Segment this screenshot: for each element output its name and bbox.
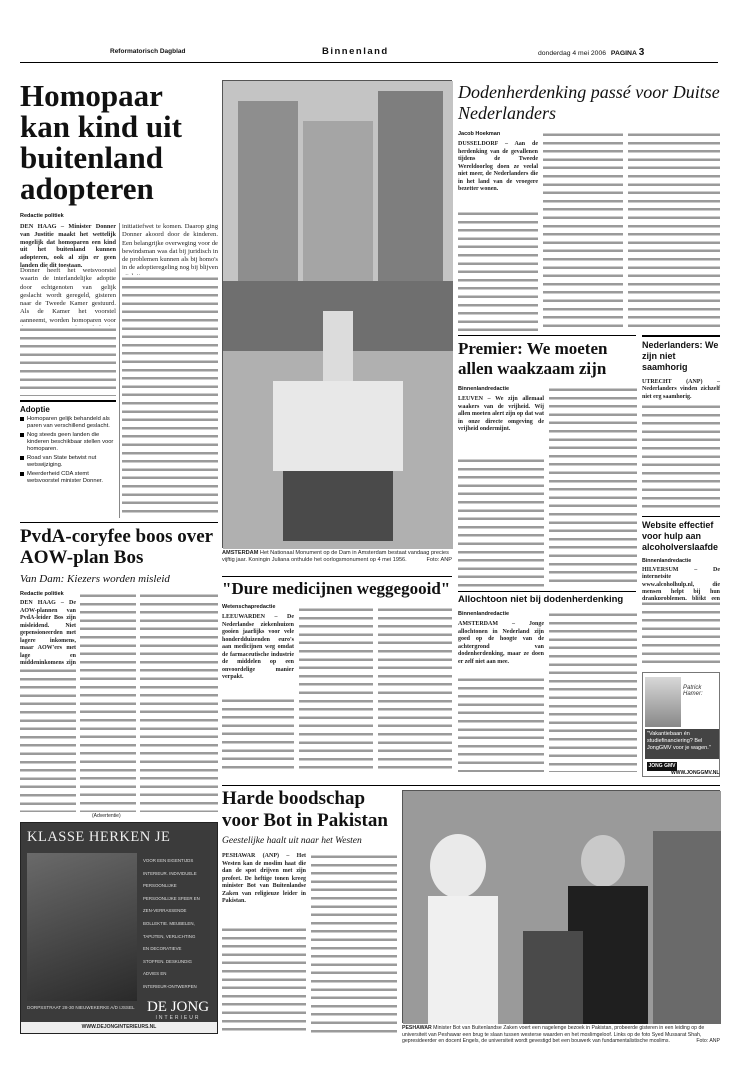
- promo-ad-quote: "Vakantiebaan én studiefinanciering? Bel JongGMV voor je wagen.": [645, 729, 719, 759]
- ad-left-brand: DE JONG: [146, 999, 210, 1015]
- main-photo-credit: Foto: ANP: [426, 557, 452, 563]
- story4-lead: LEUVEN – We zijn allemaal waakers van de vrijheid. Wij allen moeten alert zijn op dat wat in onze directe omgeving de vrijheid ondermijnt.: [458, 396, 544, 432]
- sidebar2-text: [642, 600, 720, 668]
- sidebar1-text: [642, 403, 720, 511]
- story1-box-item: [20, 416, 116, 430]
- promo-ad-person-photo: [645, 677, 681, 727]
- story3-lead: DUSSELDORF – Aan de herdenking van de gevallenen tijdens de Tweede Wereldoorlog doen ze veelal niet meer, de Nederlanders die in het land van de vroegere bezetter wonen.: [458, 141, 538, 192]
- story3-headline: Dodenherdenking passé voor Duitse Nederlanders: [458, 82, 720, 123]
- story6-col1-text: [458, 676, 544, 772]
- story4-col2-text: [549, 386, 637, 587]
- sidebar1-lead: UTRECHT (ANP) – Nederlanders vinden zichzelf niet erg saamhorig.: [642, 379, 720, 400]
- promo-ad-name: Patrick Hamer:: [683, 685, 703, 697]
- bot-photo: [402, 790, 720, 1023]
- story1-para1: Donner heeft het wetsvoorstel waarin de interlandelijke adoptie door echtgenoten van gelijk geslacht wordt geregeld, gisteren naar de Tweede Kamer gestuurd. Als de Kamer het voorstel aanneemt, worden homoparen voor: [20, 267, 116, 324]
- header-page-label: PAGINA: [610, 50, 637, 57]
- story7-col2-text: [311, 853, 397, 1036]
- story1-box-title: Adoptie: [20, 405, 50, 414]
- ad-left-item: INTERIEUR. INDIVIDUELE: [143, 870, 197, 876]
- ad-left-item: VOOR EEN EIGENTIJDS: [143, 858, 194, 863]
- sidebar2-lead: HILVERSUM – De internetsite www.alcoholhulp.nl, die mensen helpt bij hun: [642, 567, 720, 595]
- story1-box-item: [20, 432, 116, 453]
- sidebar1-headline: Nederlanders: We zijn niet saamhorig: [642, 340, 719, 372]
- story1-box-item: [20, 455, 116, 469]
- story6-byline: Binnenlandredactie: [458, 611, 510, 617]
- header-section: Binnenland: [322, 46, 389, 57]
- ad-left-item: BOLLEKTIE. MEUBELEN,: [143, 920, 195, 926]
- ad-left-item: PERSOONLIJKE SFEER EN: [143, 895, 200, 901]
- promo-ad[interactable]: [642, 672, 720, 777]
- story1-lead: DEN HAAG – Minister Donner van Justitie maakt het wettelijk mogelijk dat homoparen een kind uit het buitenland kunnen adopteren, ook al zijn er geen landen die dit toestaan.: [20, 223, 116, 269]
- ad-left-item: ADVIES EN: [143, 971, 167, 977]
- story2-col3-text: [140, 592, 218, 812]
- divider: [458, 591, 636, 592]
- divider: [20, 522, 218, 523]
- bot-photo-caption: [402, 1025, 720, 1053]
- ad-left-item: ZEN-VERRASSENDE: [143, 908, 187, 914]
- ad-left-item: STOFFEN. DESKUNDIG: [143, 958, 192, 964]
- ad-left-item: EN DECORATIEVE: [143, 946, 182, 952]
- story5-col2-text: [299, 606, 373, 771]
- story3-byline: Jacob Hoekman: [458, 131, 501, 137]
- story1-col2-text: [122, 275, 218, 517]
- header-date: [538, 47, 718, 58]
- bot-photo-caption-text: Minister Bot van Buitenlandse Zaken voert een nagelenge bezoek in Pakistan, probeerde gisteren in een leiding op de universiteit van Peshawar een brug te slaan tussen westerse waarden en het moslimgeloof. Links op de foto Syed Mussarat Shah, gepresideerder en docent Engels, de universiteit wordt gevestigd bet een bouwerk van fundamentalistische moslims.: [402, 1025, 705, 1044]
- divider: [458, 335, 636, 336]
- story6-headline: Allochtoon niet bij dodenherdenking: [458, 594, 624, 605]
- ad-left-item: PERSOONLIJKE: [143, 883, 177, 889]
- divider: [119, 223, 120, 518]
- story2-lead: DEN HAAG – De AOW-plannen van PvdA-leider Bos zijn misleidend. Niet gepensioneerden met lagere inkomens, maar AOW'ers met lage en middeninkomens zijn: [20, 600, 76, 666]
- story7-headline: Harde boodschap voor Bot in Pakistan: [222, 788, 388, 831]
- story1-headline: Homopaar kan kind uit buitenland adopteren: [20, 78, 182, 206]
- story5-lead: LEEUWARDEN – De Nederlandse ziekenhuizen gooien jaarlijks voor vele honderdduizenden euro's aan medicijnen weg omdat de farmaceutische industrie de middelen op een onvoordelige manier verpakt.: [222, 614, 294, 680]
- main-photo-caption-text: Het Nationaal Monument op de Dam in Amsterdam bestaat vandaag precies vijftig jaar. Koningin Juliana onthulde het oorlogsmonument op 4 mei 1956.: [222, 550, 449, 563]
- story1-box-item: [20, 471, 116, 485]
- ad-left-item: TAPIJTEN, VERLICHTING: [143, 933, 196, 939]
- story4-headline: Premier: We moeten allen waakzaam zijn: [458, 339, 608, 378]
- main-photo-caption-label: AMSTERDAM: [222, 550, 259, 556]
- story1-col1-text: [20, 326, 116, 396]
- story1-byline: Redactie politiek: [20, 213, 64, 219]
- ad-left-address: DORPSSTRAAT 28-30 NIEUWEKERKE A/D IJSSEL: [27, 1005, 135, 1010]
- story2-headline: PvdA-coryfee boos over AOW-plan Bos: [20, 526, 213, 568]
- story3-col2-text: [543, 131, 623, 332]
- promo-ad-url[interactable]: WWW.JONGGMV.NL: [671, 770, 720, 776]
- divider: [222, 785, 720, 786]
- bot-photo-illustration: [403, 791, 721, 1024]
- header-rule: [20, 62, 718, 63]
- story2-col1-text: [20, 667, 76, 812]
- header-left: Reformatorisch Dagblad: [110, 48, 186, 55]
- story1-box-item-text: Meerderheid CDA stemt wetsvoorstel minister Donner.: [27, 471, 104, 484]
- ad-left-item: INTERIEUR-ONTWERPEN: [143, 983, 197, 989]
- ad-left-url[interactable]: WWW.DEJONGINTERIEURS.NL: [21, 1022, 217, 1033]
- story1-box-item-text: Nog steeds geen landen die kinderen beschikbaar stellen voor homoparen.: [27, 432, 114, 452]
- story1-fact-box: [20, 400, 116, 520]
- divider: [222, 576, 452, 577]
- story2-subhead: Van Dam: Kiezers worden misleid: [20, 573, 170, 585]
- story4-col1-text: [458, 457, 544, 587]
- divider: [642, 516, 720, 517]
- main-photo-caption: [222, 550, 452, 572]
- ad-left[interactable]: [20, 822, 218, 1034]
- bot-photo-credit: Foto: ANP: [696, 1038, 720, 1044]
- story4-byline: Binnenlandredactie: [458, 386, 510, 392]
- story1-col2-para: initiatiefwet te komen. Daarop ging Donner akoord door de kinderen. Een belangrijke overweging voor de bewindsman was dat bij juridisch in de problemen kunnen als bij homo's in de adoptieregeling nog bij blijven: [122, 223, 218, 272]
- ad-left-brand-sub: INTERIEUR: [155, 1015, 201, 1021]
- story6-col2-text: [549, 611, 637, 772]
- story2-col2-text: [80, 592, 136, 812]
- sidebar2-headline: Website effectief voor hulp aan alcoholverslaafde: [642, 520, 719, 552]
- story7-lead: PESHAWAR (ANP) – Het Westen kan de moslim haat die dan de spot drijven met zijn profeet. De heftige tonen kreeg minister Bot van Buitenlandse Zaken van religieuze leider in Pakistan.: [222, 853, 306, 904]
- story3-col1-text: [458, 210, 538, 332]
- promo-ad-brand: JONG GMV: [648, 763, 676, 769]
- story6-lead: AMSTERDAM – Jonge allochtonen in Nederland zijn goed op de hoogte van de achtergrond van dodenherdenking, maar ze doen er zelf niet aan mee.: [458, 621, 544, 665]
- story7-subhead: Geestelijke haalt uit naar het Westen: [222, 836, 362, 846]
- ad-left-tag: (Advertentie): [92, 813, 121, 819]
- ad-left-photo: [27, 853, 137, 1001]
- story2-byline: Redactie politiek: [20, 591, 64, 597]
- story3-col3-text: [628, 131, 720, 332]
- ad-left-list: [143, 855, 215, 995]
- story1-box-item-text: Homoparen gelijk behandeld als paren van verschillend geslacht.: [27, 416, 110, 429]
- story1-box-item-text: Road van State betwist nut wetswijziging.: [27, 455, 97, 468]
- story7-col1-text: [222, 926, 306, 1036]
- bot-photo-caption-label: PESHAWAR: [402, 1025, 432, 1031]
- monument-illustration: [223, 81, 453, 549]
- story5-col1-text: [222, 697, 294, 771]
- story5-byline: Wetenschapredactie: [222, 604, 276, 610]
- story5-col3-text: [378, 606, 452, 771]
- sidebar2-byline: Binnenlandredactie: [642, 558, 692, 564]
- ad-left-title: KLASSE HERKEN JE: [27, 829, 171, 845]
- main-photo: [222, 80, 452, 548]
- story5-headline: "Dure medicijnen weggegooid": [222, 579, 451, 598]
- header-page-number: 3: [638, 47, 645, 58]
- header-date-text: donderdag 4 mei 2006: [538, 50, 607, 57]
- divider: [642, 335, 720, 337]
